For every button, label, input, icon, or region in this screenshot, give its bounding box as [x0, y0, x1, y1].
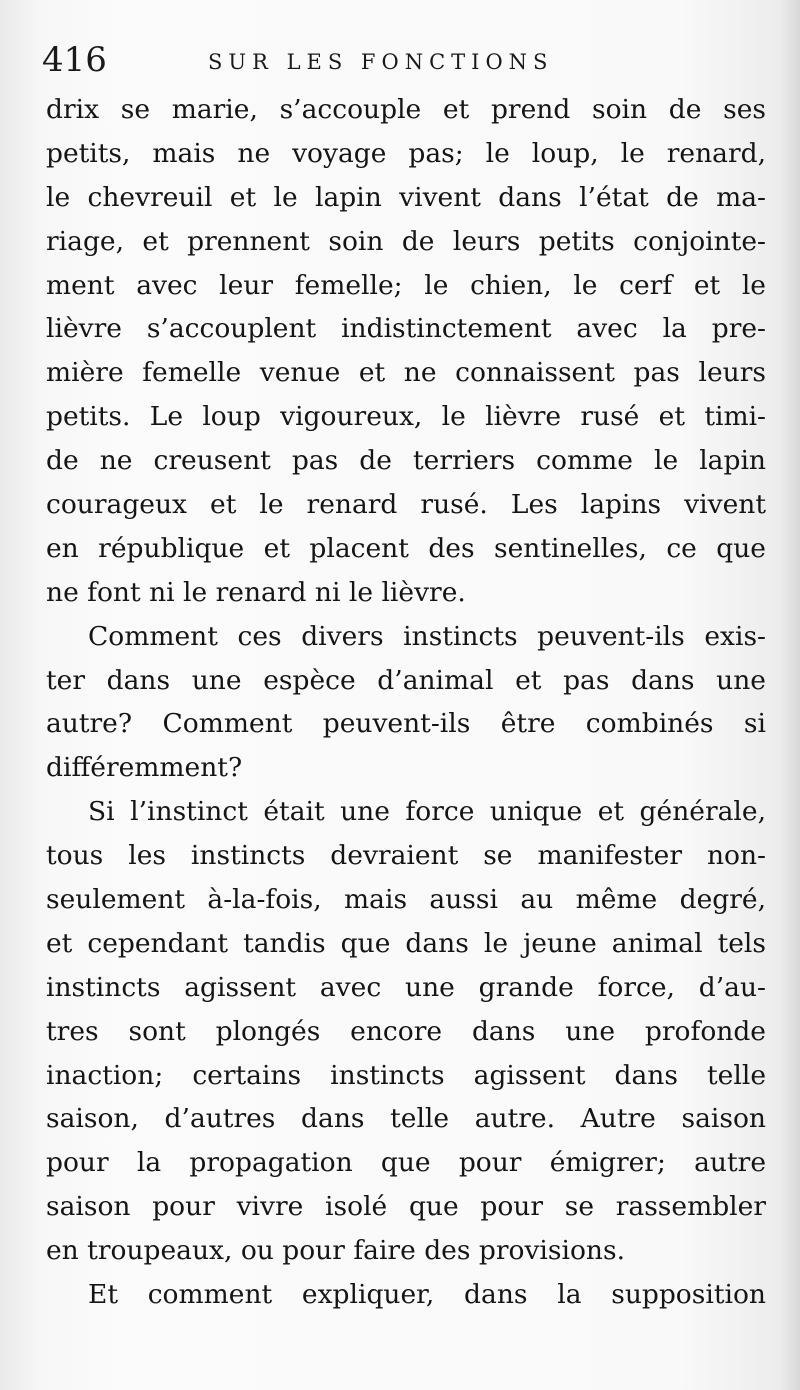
text-line: inaction; certains instincts agissent dans telle	[46, 1059, 766, 1091]
text-line: petits, mais ne voyage pas; le loup, le renard,	[46, 137, 766, 169]
text-line: mière femelle venue et ne connaissent pas leurs	[46, 357, 766, 389]
running-head-title: SUR LES FONCTIONS	[208, 50, 554, 74]
text-line: lièvre s’accouplent indistinctement avec la pre-	[46, 313, 766, 345]
text-line: saison pour vivre isolé que pour se rassembler	[46, 1191, 766, 1223]
text-line: riage, et prennent soin de leurs petits conjointe-	[46, 225, 766, 257]
text-line: pour la propagation que pour émigrer; autre	[46, 1147, 766, 1179]
text-line: instincts agissent avec une grande force, d’au-	[46, 971, 766, 1003]
text-line: de ne creusent pas de terriers comme le lapin	[46, 445, 766, 477]
text-line: ment avec leur femelle; le chien, le cerf et le	[46, 269, 766, 301]
body-text	[46, 88, 766, 1317]
text-line: autre? Comment peuvent-ils être combinés si	[46, 708, 766, 740]
text-line: seulement à-la-fois, mais aussi au même degré,	[46, 884, 766, 916]
text-line: différemment?	[46, 752, 243, 784]
text-line: en république et placent des sentinelles, ce que	[46, 532, 766, 564]
text-line: saison, d’autres dans telle autre. Autre saison	[46, 1103, 766, 1135]
text-line: petits. Le loup vigoureux, le lièvre rusé et timi-	[46, 401, 766, 433]
text-line: courageux et le renard rusé. Les lapins vivent	[46, 489, 766, 521]
text-line: le chevreuil et le lapin vivent dans l’état de ma-	[46, 181, 766, 213]
text-line: ter dans une espèce d’animal et pas dans une	[46, 664, 766, 696]
text-line: tres sont plongés encore dans une profonde	[46, 1015, 766, 1047]
text-line: ne font ni le renard ni le lièvre.	[46, 576, 466, 608]
text-line: Et comment expliquer, dans la supposition	[88, 1279, 766, 1311]
text-line: Comment ces divers instincts peuvent-ils exis-	[88, 620, 766, 652]
text-line: drix se marie, s’accouple et prend soin de ses	[46, 94, 766, 125]
text-line: et cependant tandis que dans le jeune animal tels	[46, 927, 766, 959]
text-line: en troupeaux, ou pour faire des provisions.	[46, 1235, 626, 1267]
running-head	[42, 36, 762, 84]
text-line: tous les instincts devraient se manifester non-	[46, 840, 766, 872]
text-line: Si l’instinct était une force unique et générale,	[88, 796, 766, 828]
page-number: 416	[42, 40, 107, 80]
